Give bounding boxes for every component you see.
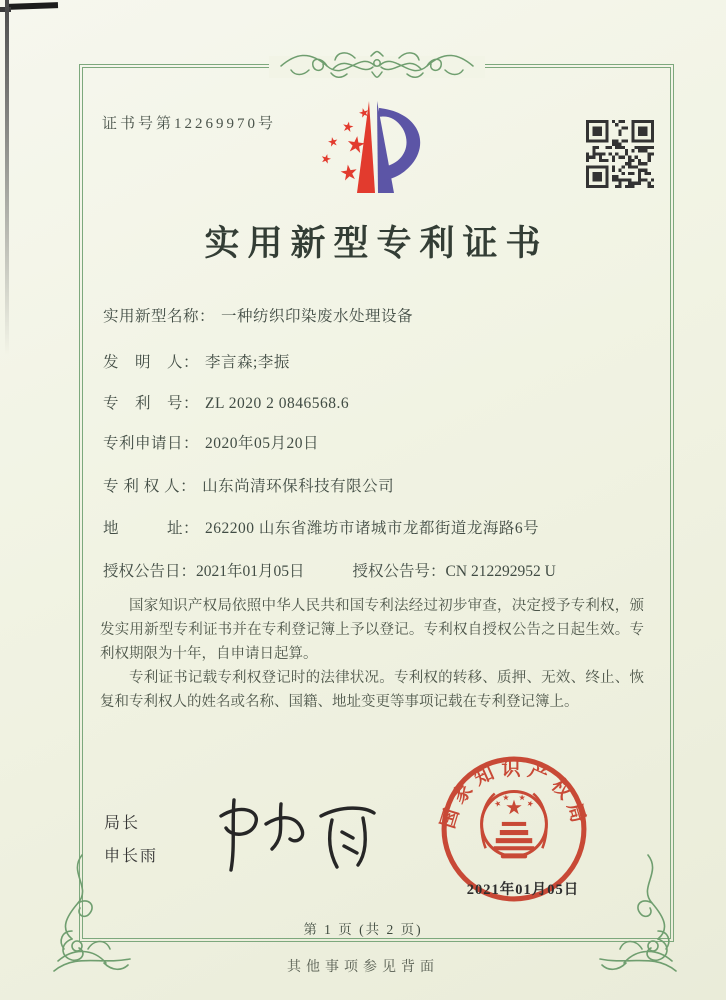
field-value: 李言森;李振 xyxy=(205,354,290,371)
seal-date: 2021年01月05日 xyxy=(466,882,580,898)
grant-date xyxy=(103,559,305,581)
cnipa-logo-icon xyxy=(312,96,442,208)
field-filing-date xyxy=(103,431,319,453)
legal-paragraph-2: 专利证书记载专利权登记时的法律状况。专利权的转移、质押、无效、终止、恢复和专利权人的姓名或名称、国籍、地址变更等事项记载在专利登记簿上。 xyxy=(100,670,644,710)
field-inventors xyxy=(103,350,290,372)
scan-artifact xyxy=(8,2,58,10)
field-value: ZL 2020 2 0846568.6 xyxy=(205,395,350,412)
certificate-title: 实用新型专利证书 xyxy=(204,224,549,263)
field-patent-number xyxy=(103,391,349,413)
footer-note: 其他事项参见背面 xyxy=(287,960,439,975)
seal-org-text: 国家知识产权局 xyxy=(438,758,590,831)
field-value: 山东尚清环保科技有限公司 xyxy=(202,478,395,495)
signature-shen-changyu xyxy=(206,786,391,881)
field-label: 授权公告日： xyxy=(103,563,197,580)
commissioner-name: 申长雨 xyxy=(104,848,159,865)
field-label: 地 址： xyxy=(103,520,200,537)
field-utility-model-name xyxy=(103,304,413,326)
grant-number xyxy=(353,559,556,581)
certificate-number: 证书号第12269970号 xyxy=(102,116,277,132)
svg-text:国家知识产权局 xyxy=(438,757,590,831)
field-label: 授权公告号： xyxy=(352,563,446,580)
field-label: 发 明 人： xyxy=(103,354,200,371)
field-grant-row xyxy=(103,559,556,581)
qr-code xyxy=(586,120,654,188)
legal-paragraph-1: 国家知识产权局依照中华人民共和国专利法经过初步审查，决定授予专利权，颁发实用新型专利证书并在专利登记簿上予以登记。专利权自授权公告之日起生效。专利权期限为十年，自申请日起算。 xyxy=(100,598,644,662)
field-label: 专 利 权 人： xyxy=(103,478,197,495)
field-value: 一种纺织印染废水处理设备 xyxy=(221,308,414,325)
field-value: 2020年05月20日 xyxy=(205,435,320,452)
commissioner-title: 局长 xyxy=(104,815,141,832)
page-number: 第 1 页 (共 2 页) xyxy=(303,922,423,937)
field-value: 262200 山东省潍坊市诸城市龙都街道龙海路6号 xyxy=(205,520,540,537)
field-value: 2021年01月05日 xyxy=(196,563,305,580)
field-label: 专利申请日： xyxy=(103,435,200,452)
scan-edge-shadow xyxy=(5,0,9,355)
border-top-ornament xyxy=(257,36,497,92)
field-address xyxy=(103,516,539,538)
field-label: 实用新型名称： xyxy=(103,308,216,325)
field-label: 专 利 号： xyxy=(103,395,200,412)
field-patentee xyxy=(103,474,394,496)
legal-text xyxy=(100,594,644,714)
field-value: CN 212292952 U xyxy=(445,563,556,580)
